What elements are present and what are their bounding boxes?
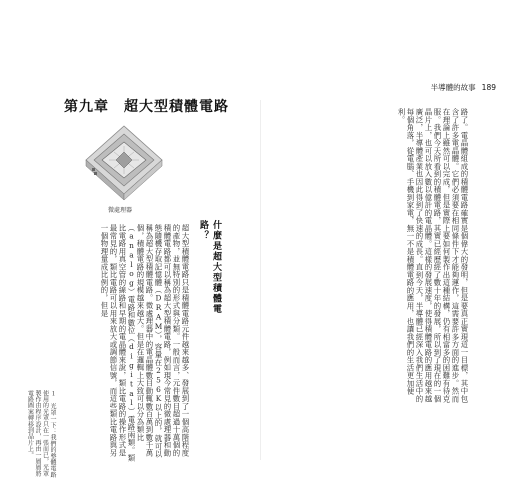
page-number: 189 bbox=[481, 83, 496, 92]
section-heading: 什麼是超大型積體電路？ bbox=[198, 220, 221, 315]
page-gutter bbox=[260, 100, 261, 460]
footnote: １ 光罩一下：我們的整體電路使用的光罩只在一張而已，光罩製作由程序設計，再由一層層將電路圖案轉移到晶片上。 bbox=[26, 390, 56, 478]
microprocessor-illustration bbox=[84, 124, 164, 210]
running-head-title: 半導體的故事 bbox=[430, 83, 476, 92]
right-body-text: 路了。電晶體組成的積體電路確實是個偉大的發明，但是要真正實現這一目標，其中包含了許多電晶體。它們必須要在相同條件下才能夠運作，這需要許多方面的進步。然而在理論上雖然可以完成，但是實際上要如何製作出這種結構，仍有相當多的困難有待克服。我們今天所看到的積體電路，其實已經歷經了數十年的發展，所以到了現在的一個晶片上，也可以放入數以億計的電晶體。這樣的發展速度，使得積體電路的應用越來越廣泛，半導體產業也因此得到了快速的成長。直到今天，半導體已經深入我們生活中的每個角落，從電腦、手機到家電，無一不是積體電路的應用，也讓我們的生活更加便利。 bbox=[397, 108, 469, 403]
running-head bbox=[431, 82, 496, 93]
microprocessor-chip-icon bbox=[84, 124, 164, 210]
figure-caption: 微處理器 bbox=[108, 207, 133, 214]
chapter-title: 第九章 超大型積體電路 bbox=[64, 99, 229, 115]
left-body-text: 超大型積體電路只是積體電路元件越來越多、發展到了一個高階程度的產物，並無特別的形式與分類。一般而言，元件數目超過十萬個的積體電路都可以稱為超大型積體電路，例如現今常見的微處理器和動態隨機存取記憶體（DRAM），容量在256K以上的，就可以稱為超大型積體電路。微處理器中的電晶體數目動輒數百萬到數千萬個，積體電路的規模越來越大。但是在邏輯上大致可以分為類比（analog）電路和數位（digital）電路兩類。類比電路用真空管的線路和早期的電晶體來說，類比電路的操作形式是最常見的，類比電路可以用來放大或調節信號，而這些類比電路與另一個物理量成比例的，但是 bbox=[100, 224, 190, 462]
